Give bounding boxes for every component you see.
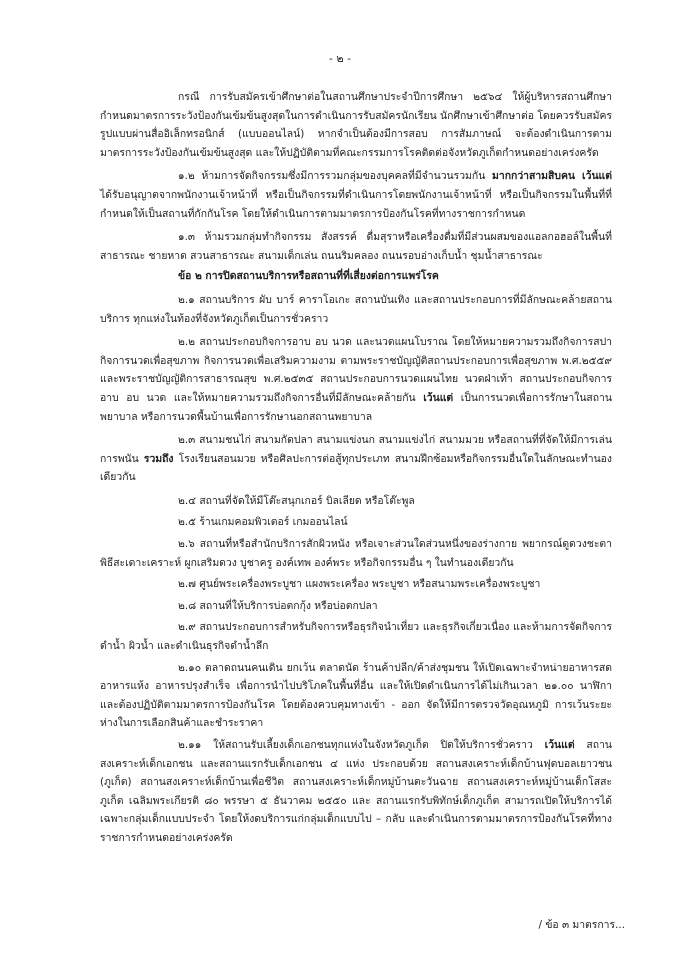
paragraph-1-2-text-a: ๑.๒ ห้ามการจัดกิจกรรมซึ่งมีการรวมกลุ่มของบุคคลที่มีจำนวนรวมกัน (178, 170, 493, 183)
paragraph-2-4: ๒.๔ สถานที่จัดให้มีโต๊ะสนุกเกอร์ บิลเลียด หรือโต๊ะพูล (178, 494, 415, 507)
paragraph-2-11-bold: เว้นแต่ (544, 739, 575, 751)
paragraph-1-2 (100, 167, 612, 223)
paragraph-2-3-bold: รวมถึง (143, 452, 174, 465)
continuation-note: / ข้อ ๓ มาตรการ... (538, 919, 625, 932)
section-heading-2: ข้อ ๒ การปิดสถานบริการหรือสถานที่ที่เสี่ยงต่อการแพร่โรค (178, 270, 439, 283)
paragraph-2-6: ๒.๖ สถานที่หรือสำนักบริการสักผิวหนัง หรือเจาะส่วนใดส่วนหนึ่งของร่างกาย พยากรณ์ดูดวงชะตา พิธีสะเดาะเคราะห์ ผูกเสริมดวง บูชาครู องค์เทพ องค์พระ หรือกิจกรรมอื่น ๆ ในทำนองเดียวกัน (100, 538, 612, 569)
paragraph-2-2-text-a: ๒.๒ สถานประกอบกิจการอาบ อบ นวด และนวดแผนโบราณ โดยให้หมายความรวมถึงกิจการสปา กิจการนวดเพื่อสุขภาพ กิจการนวดเพื่อเสริมความงาม ตามพระราชบัญญัติสถานประกอบการเพื่อสุขภาพ พ.ศ.๒๕๕๙ และพระราชบัญญัติการสาธารณสุข พ.ศ.๒๕๓๕ สถานประกอบการนวดแผนไทย นวดฝ่าเท้า สถานประกอบกิจการอาบ อบ นวด และให้หมายความรวมถึงกิจการอื่นที่มีลักษณะคล้ายกัน (100, 336, 612, 404)
paragraph-2-5: ๒.๕ ร้านเกมคอมพิวเตอร์ เกมออนไลน์ (178, 516, 348, 529)
paragraph-intro: กรณี การรับสมัครเข้าศึกษาต่อในสถานศึกษาประจำปีการศึกษา ๒๕๖๔ ให้ผู้บริหารสถานศึกษากำหนดมาตรการระวังป้องกันเข้มข้นสูงสุดในการดำเนินการรับสมัครนักเรียน นักศึกษาเข้าศึกษาต่อ โดยควรรับสมัครรูปแบบผ่านสื่ออิเล็กทรอนิกส์ (แบบออนไลน์) หากจำเป็นต้องมีการสอบ การสัมภาษณ์ จะต้องดำเนินการตามมาตรการระวังป้องกันเข้มข้นสูงสุด และให้ปฏิบัติตามที่คณะกรรมการโรคติดต่อจังหวัดภูเก็ตกำหนดอย่างเคร่งครัด (100, 91, 612, 159)
paragraph-2-1: ๒.๑ สถานบริการ ผับ บาร์ คาราโอเกะ สถานบันเทิง และสถานประกอบการที่มีลักษณะคล้ายสถานบริการ ทุกแห่งในท้องที่จังหวัดภูเก็ตเป็นการชั่วคราว (100, 293, 612, 325)
paragraph-1-2-bold: มากกว่าสามสิบคน เว้นแต่ (492, 170, 612, 183)
paragraph-2-11-text-c: สถานสงเคราะห์เด็กเอกชน และสถานแรกรับเด็กเอกชน ๔ แห่ง ประกอบด้วย สถานสงเคราะห์เด็กบ้านฟุตบอลเยาวชน (ภูเก็ต) สถานสงเคราะห์เด็กบ้านเพื่อชีวิต สถานสงเคราะห์เด็กหมู่บ้านตะวันฉาย สถานสงเคราะห์หมู่บ้านเด็กโสสะภูเก็ต เฉลิมพระเกียรติ ๘๐ พรรษา ๕ ธันวาคม ๒๕๕๐ และ สถานแรกรับพิทักษ์เด็กภูเก็ต สามารถเปิดให้บริการได้เฉพาะกลุ่มเด็กแบบประจำ โดยให้งดบริการแก่กลุ่มเด็กแบบไป – กลับ และดำเนินการตามมาตรการป้องกันโรคที่ทางราชการกำหนดอย่างเคร่งครัด (100, 739, 613, 844)
paragraph-2-3-text-a: ๒.๓ สนามชนไก่ สนามกัดปลา สนามแข่งนก สนามแข่งไก่ สนามมวย หรือสถานที่ที่จัดให้มีการเล่นการพนัน (100, 434, 612, 465)
paragraph-2-2 (100, 333, 612, 426)
page-number: - ๒ - (328, 52, 352, 65)
paragraph-2-9: ๒.๙ สถานประกอบการสำหรับกิจการหรือธุรกิจนำเที่ยว และธุรกิจเกี่ยวเนื่อง และห้ามการจัดกิจการดำน้ำ ผิวน้ำ และดำเนินธุรกิจดำน้ำลึก (100, 621, 612, 653)
paragraph-2-11-text-a: ๒.๑๑ ให้สถานรับเลี้ยงเด็กเอกชนทุกแห่งในจังหวัดภูเก็ต ปิดให้บริการชั่วคราว (178, 739, 545, 751)
paragraph-2-7: ๒.๗ ศูนย์พระเครื่องพระบูชา แผงพระเครื่อง พระบูชา หรือสนามพระเครื่องพระบูชา (178, 578, 541, 591)
paragraph-2-2-text-c: เป็นการนวดเพื่อการรักษาในสถานพยาบาล หรือการนวดพื้นบ้านเพื่อการรักษานอกสถานพยาบาล (100, 391, 612, 423)
paragraph-2-3-text-c: โรงเรียนสอนมวย หรือศิลปะการต่อสู้ทุกประเภท สนามฝึกซ้อมหรือกิจกรรมอื่นใดในลักษณะทำนองเดียวกัน (100, 452, 612, 484)
paragraph-1-3: ๑.๓ ห้ามรวมกลุ่มทำกิจกรรม สังสรรค์ ดื่มสุราหรือเครื่องดื่มที่มีส่วนผสมของแอลกอฮอล์ในพื้นที่สาธารณะ ชายหาด สวนสาธารณะ สนามเด็กเล่น ถนนริมคลอง ถนนรอบอ่างเก็บน้ำ ชุมน้ำสาธารณะ (100, 231, 612, 262)
paragraph-1-2-text-c: ได้รับอนุญาตจากพนักงานเจ้าหน้าที่ หรือเป็นกิจกรรมที่ดำเนินการโดยพนักงานเจ้าหน้าที่ หรือเป็นกิจกรรมในพื้นที่ที่กำหนดให้เป็นสถานที่กักกันโรค โดยให้ดำเนินการตามมาตรการป้องกันโรคที่ทางราชการกำหนด (100, 188, 612, 220)
document-body (100, 88, 613, 848)
paragraph-2-8: ๒.๘ สถานที่ให้บริการบ่อตกกุ้ง หรือบ่อตกปลา (178, 599, 378, 612)
paragraph-2-3 (100, 431, 612, 487)
paragraph-2-10: ๒.๑๐ ตลาดถนนคนเดิน ยกเว้น ตลาดนัด ร้านค้าปลีก/ค้าส่งชุมชน ให้เปิดเฉพาะจำหน่ายอาหารสด อาหารแห้ง อาหารปรุงสำเร็จ เพื่อการนำไปบริโภคในพื้นที่อื่น และให้เปิดดำเนินการได้ไม่เกินเวลา ๒๑.๐๐ นาฬิกา และต้องปฏิบัติตามมาตรการป้องกันโรค โดยต้องควบคุมทางเข้า - ออก จัดให้มีการตรวจวัดอุณหภูมิ การเว้นระยะห่างในการเลือกสินค้าและชำระราคา (100, 661, 612, 730)
paragraph-2-2-bold: เว้นแต่ (423, 391, 454, 404)
paragraph-2-11 (100, 736, 612, 848)
